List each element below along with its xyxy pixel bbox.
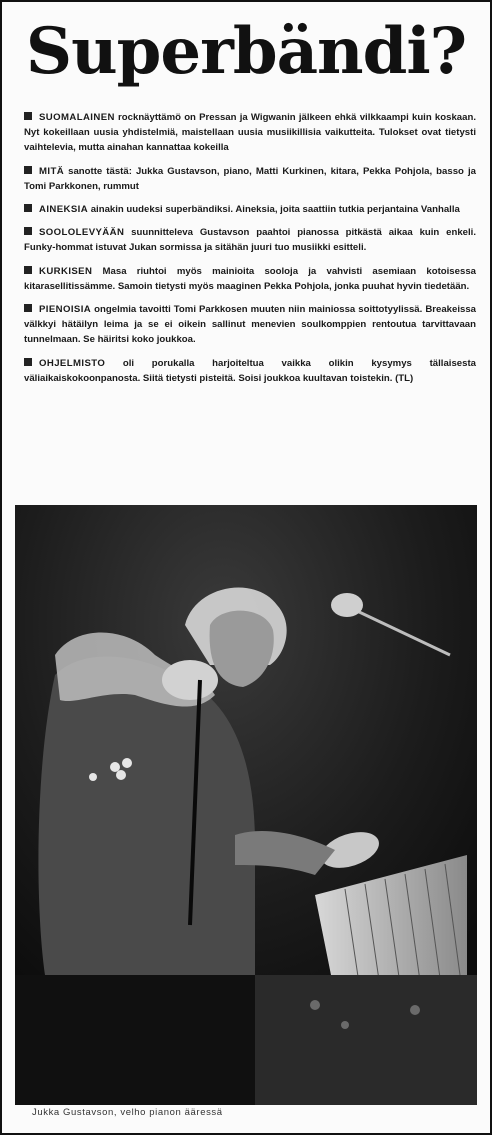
paragraph-lead-word: KURKISEN — [39, 265, 93, 277]
square-bullet-icon — [24, 166, 32, 174]
square-bullet-icon — [24, 304, 32, 312]
paragraph — [24, 302, 476, 348]
square-bullet-icon — [24, 266, 32, 274]
paragraph-text: ainakin uudeksi superbändiksi. Aineksia, joita saattiin tutkia perjantaina Vanhalla — [88, 204, 460, 216]
paragraph — [24, 356, 476, 386]
photo-caption: Jukka Gustavson, velho pianon ääressä — [32, 1107, 223, 1118]
paragraph-lead-word: OHJELMISTO — [39, 357, 106, 369]
paragraph — [24, 264, 476, 294]
square-bullet-icon — [24, 204, 32, 212]
microphone-icon — [331, 593, 363, 617]
paragraph-text: suunnitteleva Gustavson paahtoi pianossa pitkästä aikaa kuin enkeli. Funky-hommat istuvat Jukan sormissa ja sitähän juuri tuo musiikki esitteli. — [24, 227, 476, 254]
square-bullet-icon — [24, 112, 32, 120]
paragraph-text: ongelmia tavoitti Tomi Parkkosen muuten niin mainiossa soittotyylissä. Breakeissa välkkyi hätäilyn leima ja se ei oikein sallinut menevien soulkomppien rentoutua tarvittavaan tunnelmaan. Se häiritsi koko joukkoa. — [24, 304, 476, 346]
paragraph-lead-word: MITÄ — [39, 165, 65, 177]
paragraph-lead-word: SUOMALAINEN — [39, 112, 115, 123]
paragraph-text: oli porukalla harjoiteltua vaikka olikin kysymys tällaisesta väliaikaiskokoonpanosta. Siitä tietysti pisteitä. Soisi joukkoa kuultavan toistekin. (TL) — [24, 357, 476, 384]
headline: Superbändi? — [25, 14, 467, 89]
paragraph-lead-word: AINEKSIA — [39, 204, 89, 216]
paragraph-lead-word: SOOLOLEVYÄÄN — [39, 227, 125, 239]
paragraph — [24, 225, 476, 255]
article-body — [24, 110, 476, 394]
paragraph-text: rocknäyttämö on Pressan ja Wigwanin jälkeen ehkä vilkkaampi kuin koskaan. Nyt kokeillaan uusia yhdistelmiä, maistellaan uusia musiikillisia vaikutteita. Tulokset ovat tietysti vaihtelevia, mutta ainahan kannattaa kokeilla — [24, 112, 476, 154]
paragraph — [24, 202, 476, 217]
square-bullet-icon — [24, 358, 32, 366]
concert-photo — [15, 505, 477, 1105]
paragraph-text: sanotte tästä: Jukka Gustavson, piano, Matti Kurkinen, kitara, Pekka Pohjola, basso ja Tomi Parkkonen, rummut — [24, 165, 476, 192]
pianist-illustration — [15, 505, 477, 1105]
square-bullet-icon — [24, 227, 32, 235]
paragraph-text: Masa riuhtoi myös mainioita sooloja ja vahvisti asemiaan kotoisessa kitarasellitissämme. Samoin tietysti myös maaginen Pekka Pohjola, jonka puuhat hyvin tiedetään. — [24, 265, 476, 292]
paragraph — [24, 110, 476, 156]
paragraph-lead-word: PIENOISIA — [39, 304, 92, 316]
paragraph — [24, 164, 476, 194]
